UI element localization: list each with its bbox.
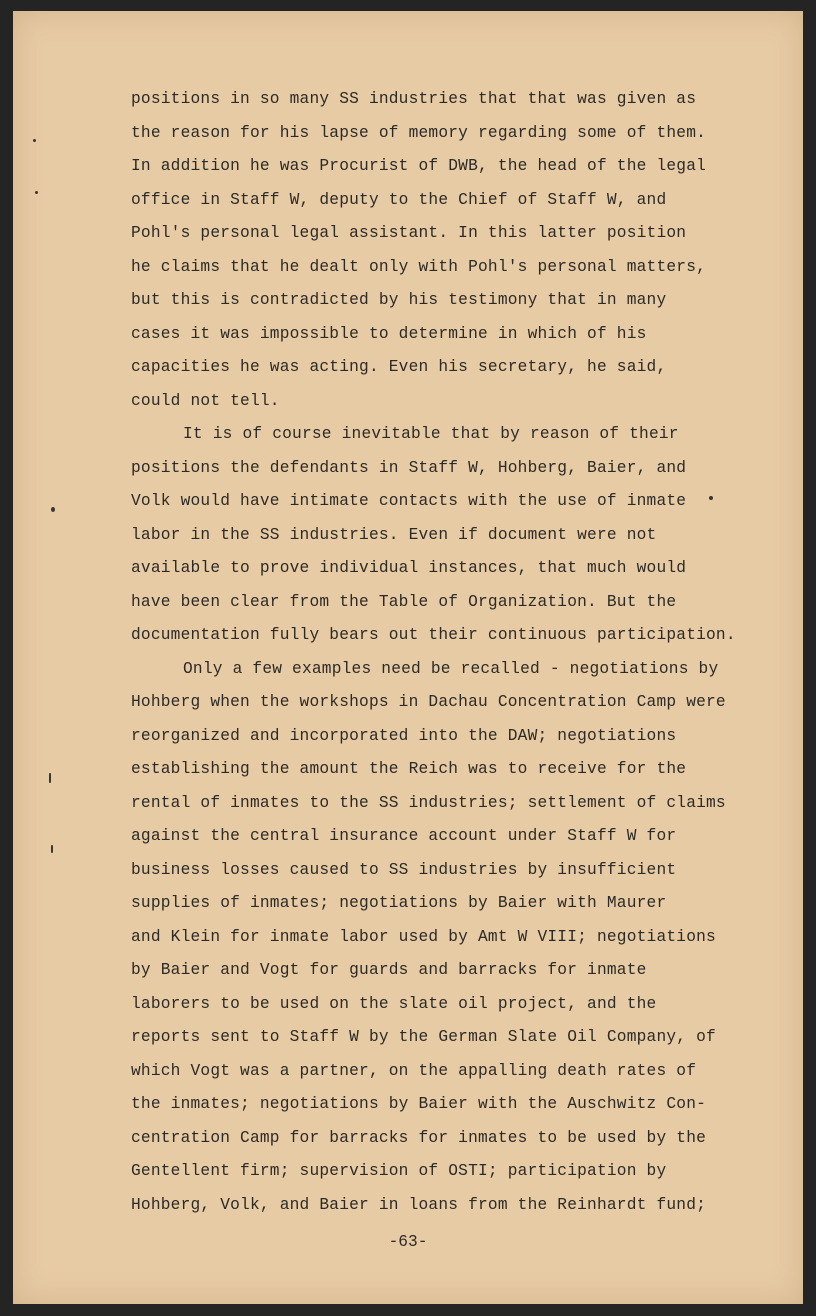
text-line: the reason for his lapse of memory regarding some of them.: [131, 123, 707, 142]
text-line: cases it was impossible to determine in which of his: [131, 324, 647, 343]
text-line: office in Staff W, deputy to the Chief of Staff W, and: [131, 190, 667, 209]
text-line: establishing the amount the Reich was to receive for the: [131, 760, 687, 778]
text-line: available to prove individual instances, that much would: [131, 559, 687, 577]
text-line: Hohberg when the workshops in Dachau Concentration Camp were: [131, 693, 726, 711]
text-line: and Klein for inmate labor used by Amt W VIII; negotiations: [131, 927, 716, 946]
paper-speck: [709, 496, 713, 500]
text-line: documentation fully bears out their continuous participation.: [131, 626, 736, 644]
document-page: [13, 11, 803, 1304]
text-line: Pohl's personal legal assistant. In this latter position: [131, 224, 687, 242]
paper-speck: [49, 773, 51, 783]
text-line: laborers to be used on the slate oil project, and the: [131, 994, 657, 1013]
text-line: reorganized and incorporated into the DAW; negotiations: [131, 726, 677, 745]
text-line: Only a few examples need be recalled - negotiations by: [183, 659, 719, 678]
text-line: but this is contradicted by his testimony that in many: [131, 291, 667, 309]
text-line: against the central insurance account under Staff W for: [131, 827, 677, 845]
text-line: positions the defendants in Staff W, Hohberg, Baier, and: [131, 458, 687, 477]
text-line: Gentellent firm; supervision of OSTI; participation by: [131, 1162, 667, 1180]
text-line: have been clear from the Table of Organization. But the: [131, 592, 677, 611]
paper-speck: [33, 139, 36, 142]
text-line: supplies of inmates; negotiations by Baier with Maurer: [131, 894, 667, 912]
document-body: [131, 83, 771, 1222]
paragraph: [131, 418, 771, 653]
text-line: capacities he was acting. Even his secretary, he said,: [131, 358, 667, 376]
paper-speck: [51, 845, 53, 853]
text-line: could not tell.: [131, 391, 280, 410]
text-line: he claims that he dealt only with Pohl's personal matters,: [131, 257, 707, 276]
paper-speck: [35, 191, 38, 194]
paper-speck: [51, 507, 55, 512]
page-number: -63-: [388, 1233, 428, 1251]
text-line: In addition he was Procurist of DWB, the head of the legal: [131, 157, 707, 175]
text-line: by Baier and Vogt for guards and barracks for inmate: [131, 961, 647, 979]
paragraph: [131, 653, 771, 1223]
text-line: rental of inmates to the SS industries; settlement of claims: [131, 793, 726, 812]
text-line: business losses caused to SS industries by insufficient: [131, 860, 677, 879]
text-line: centration Camp for barracks for inmates to be used by the: [131, 1128, 707, 1147]
paragraph: [131, 83, 771, 418]
text-line: Hohberg, Volk, and Baier in loans from the Reinhardt fund;: [131, 1195, 707, 1214]
text-line: the inmates; negotiations by Baier with the Auschwitz Con-: [131, 1095, 707, 1113]
text-line: labor in the SS industries. Even if document were not: [131, 525, 657, 544]
text-line: It is of course inevitable that by reason of their: [183, 425, 679, 443]
text-line: reports sent to Staff W by the German Slate Oil Company, of: [131, 1028, 716, 1046]
text-line: which Vogt was a partner, on the appalling death rates of: [131, 1061, 697, 1080]
text-line: Volk would have intimate contacts with the use of inmate: [131, 492, 687, 510]
text-line: positions in so many SS industries that that was given as: [131, 90, 697, 108]
